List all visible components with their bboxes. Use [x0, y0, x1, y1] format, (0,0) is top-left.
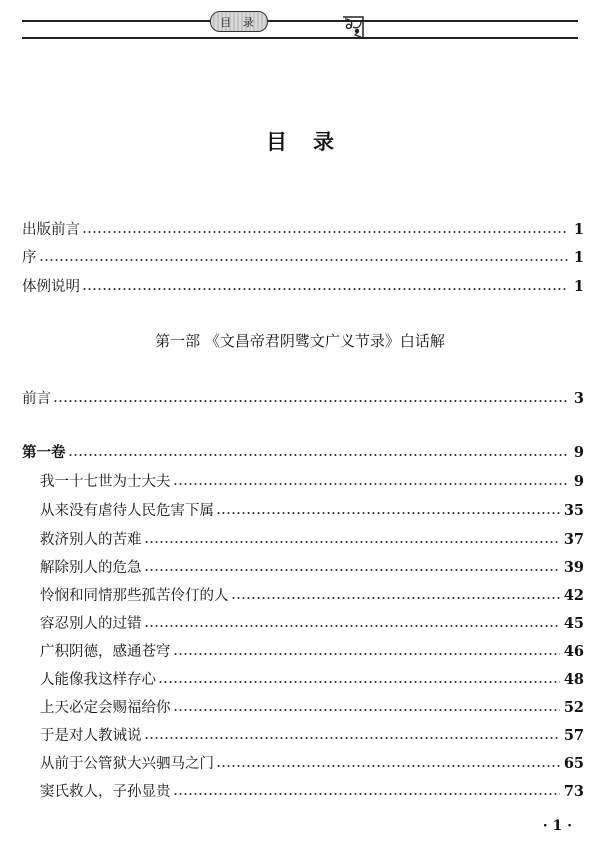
- toc-entry-page: 48: [563, 671, 584, 688]
- toc-entry[interactable]: [40, 529, 584, 551]
- dot-leader: [144, 623, 560, 629]
- toc-entry-label: 窦氏救人，子孙显贵: [40, 784, 171, 800]
- dot-leader: [231, 595, 560, 601]
- toc-entry[interactable]: [40, 669, 584, 691]
- page-title: 目录: [266, 130, 360, 154]
- toc-entry-page: 9: [573, 444, 584, 461]
- toc-entry-page: 35: [563, 502, 584, 519]
- dot-leader: [82, 286, 568, 292]
- dot-leader: [173, 481, 569, 487]
- dot-leader: [173, 651, 560, 657]
- toc-entry-page: 3: [573, 390, 584, 407]
- toc-entry-page: 1: [573, 278, 584, 295]
- toc-entry[interactable]: [40, 641, 584, 663]
- toc-entry-label: 怜悯和同情那些孤苦伶仃的人: [40, 588, 229, 604]
- toc-entry-label: 容忍别人的过错: [40, 616, 142, 632]
- header-rule-top: [22, 20, 578, 22]
- toc-entry-label: 救济别人的苦难: [40, 532, 142, 548]
- dot-leader: [173, 791, 560, 797]
- toc-entry-page: 52: [563, 699, 584, 716]
- toc-entry-label: 体例说明: [22, 279, 80, 295]
- toc-entry-page: 1: [573, 249, 584, 266]
- toc-entry[interactable]: [40, 471, 584, 493]
- toc-entry-page: 37: [563, 531, 584, 548]
- toc-entry-label: 我一十七世为士大夫: [40, 474, 171, 490]
- toc-entry-page: 9: [573, 473, 584, 490]
- toc-entry-page: 39: [563, 559, 584, 576]
- toc-entry[interactable]: [40, 613, 584, 635]
- toc-entry[interactable]: [22, 247, 584, 269]
- toc-entry-label: 解除别人的危急: [40, 560, 142, 576]
- toc-entry-label: 从前于公管狱大兴驷马之门: [40, 756, 214, 772]
- toc-entry[interactable]: [40, 753, 584, 775]
- dot-leader: [216, 763, 560, 769]
- toc-entry[interactable]: [22, 276, 584, 298]
- toc-entry-page: 65: [563, 755, 584, 772]
- header-badge: 目 录: [210, 11, 268, 32]
- toc-entry-page: 73: [563, 783, 584, 800]
- toc-entry[interactable]: [22, 388, 584, 410]
- toc-entry-label: 人能像我这样存心: [40, 672, 156, 688]
- page-number: · 1 ·: [542, 818, 572, 834]
- dot-leader: [144, 539, 560, 545]
- toc-entry-label: 第一卷: [22, 445, 66, 461]
- dot-leader: [82, 229, 568, 235]
- toc-entry-page: 45: [563, 615, 584, 632]
- toc-entry-label: 广积阴德，感通苍穹: [40, 644, 171, 660]
- toc-entry-label: 从来没有虐待人民危害下属: [40, 503, 214, 519]
- dot-leader: [216, 510, 560, 516]
- toc-entry[interactable]: [40, 725, 584, 747]
- dot-leader: [39, 257, 569, 263]
- toc-entry[interactable]: [40, 557, 584, 579]
- dot-leader: [173, 707, 560, 713]
- header-rule-bottom: [22, 37, 578, 39]
- toc-entry-page: 57: [563, 727, 584, 744]
- dot-leader: [144, 567, 560, 573]
- toc-entry-label: 上天必定会赐福给你: [40, 700, 171, 716]
- toc-entry[interactable]: [22, 219, 584, 241]
- dot-leader: [68, 452, 569, 458]
- corner-ornament-icon: [341, 15, 365, 41]
- toc-entry[interactable]: [40, 585, 584, 607]
- toc-entry-label: 出版前言: [22, 222, 80, 238]
- toc-volume-heading[interactable]: [22, 442, 584, 464]
- dot-leader: [144, 735, 560, 741]
- toc-entry-page: 42: [563, 587, 584, 604]
- toc-entry[interactable]: [40, 781, 584, 803]
- toc-entry-page: 46: [563, 643, 584, 660]
- toc-entry-page: 1: [573, 221, 584, 238]
- part-heading: 第一部 《文昌帝君阴骘文广义节录》白话解: [155, 332, 445, 350]
- dot-leader: [53, 398, 568, 404]
- toc-entry[interactable]: [40, 697, 584, 719]
- toc-entry[interactable]: [40, 500, 584, 522]
- toc-entry-label: 前言: [22, 391, 51, 407]
- toc-entry-label: 于是对人教诫说: [40, 728, 142, 744]
- toc-entry-label: 序: [22, 250, 37, 266]
- dot-leader: [158, 679, 560, 685]
